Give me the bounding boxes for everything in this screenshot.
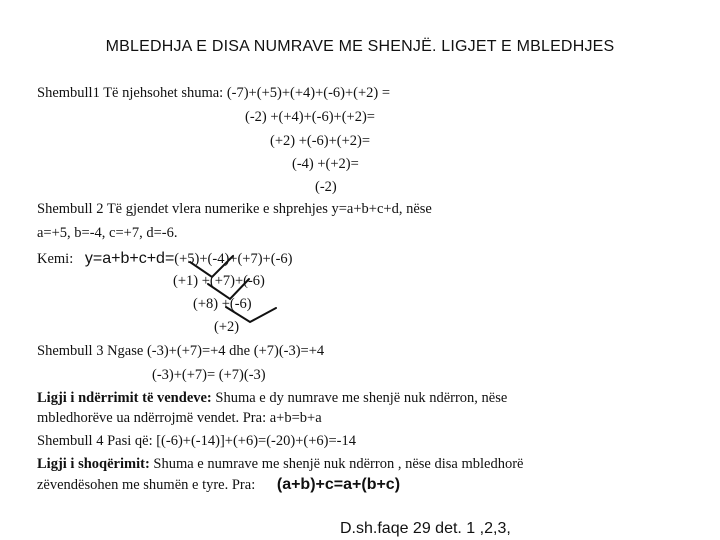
commutative-law-label: Ligji i ndërrimit të vendeve: [37,390,212,406]
page-title: MBLEDHJA E DISA NUMRAVE ME SHENJË. LIGJET E MBLEDHJES [105,38,615,55]
example4-statement: Shembull 4 Pasi që: [(-6)+(-14)]+(+6)=(-20)+(+6)=-14 [37,433,356,449]
example2-step3: (+2) [214,319,240,335]
example2-step2: (+8) +(-6) [193,296,252,312]
commutative-law-line1 [37,389,507,407]
associative-law-label: Ligji i shoqërimit: [37,456,150,472]
example1-step4: (-2) [315,179,337,195]
associative-law-line1 [37,455,523,473]
example3-conclusion: (-3)+(+7)= (+7)(-3) [152,367,266,383]
kemi-expression-start: y=a+b+c+d= [84,250,175,267]
example1-step2: (+2) +(-6)+(+2)= [270,133,371,149]
example1-step3: (-4) +(+2)= [292,156,359,172]
commutative-law-line2: mbledhorëve ua ndërrojmë vendet. Pra: a+b=b+a [37,410,322,426]
example1-statement: Shembull1 Të njehsohet shuma: (-7)+(+5)+(+4)+(-6)+(+2) = [37,85,391,101]
kemi-label: Kemi: [37,251,74,267]
example2-kemi-row [37,250,292,268]
example1-step1: (-2) +(+4)+(-6)+(+2)= [245,109,375,125]
commutative-law-text: Shuma e dy numrave me shenjë nuk ndërron, nëse [211,390,508,406]
footer-reference: D.sh.faqe 29 det. 1 ,2,3, [340,520,511,537]
example2-values: a=+5, b=-4, c=+7, d=-6. [37,225,178,241]
example3-statement: Shembull 3 Ngase (-3)+(+7)=+4 dhe (+7)(-3)=+4 [37,343,325,359]
kemi-expression-rest: (+5)+(-4)+(+7)+(-6) [174,251,293,267]
associative-law-text: Shuma e numrave me shenjë nuk ndërron , nëse disa mbledhorë [149,456,524,472]
associative-law-line2 [37,476,400,494]
associative-law-text2: zëvendësohen me shumën e tyre. Pra: [37,477,256,493]
example2-statement: Shembull 2 Të gjendet vlera numerike e shprehjes y=a+b+c+d, nëse [37,201,432,217]
associative-formula: (a+b)+c=a+(b+c) [276,476,401,493]
example2-step1: (+1) +(+7)+(-6) [173,273,265,289]
